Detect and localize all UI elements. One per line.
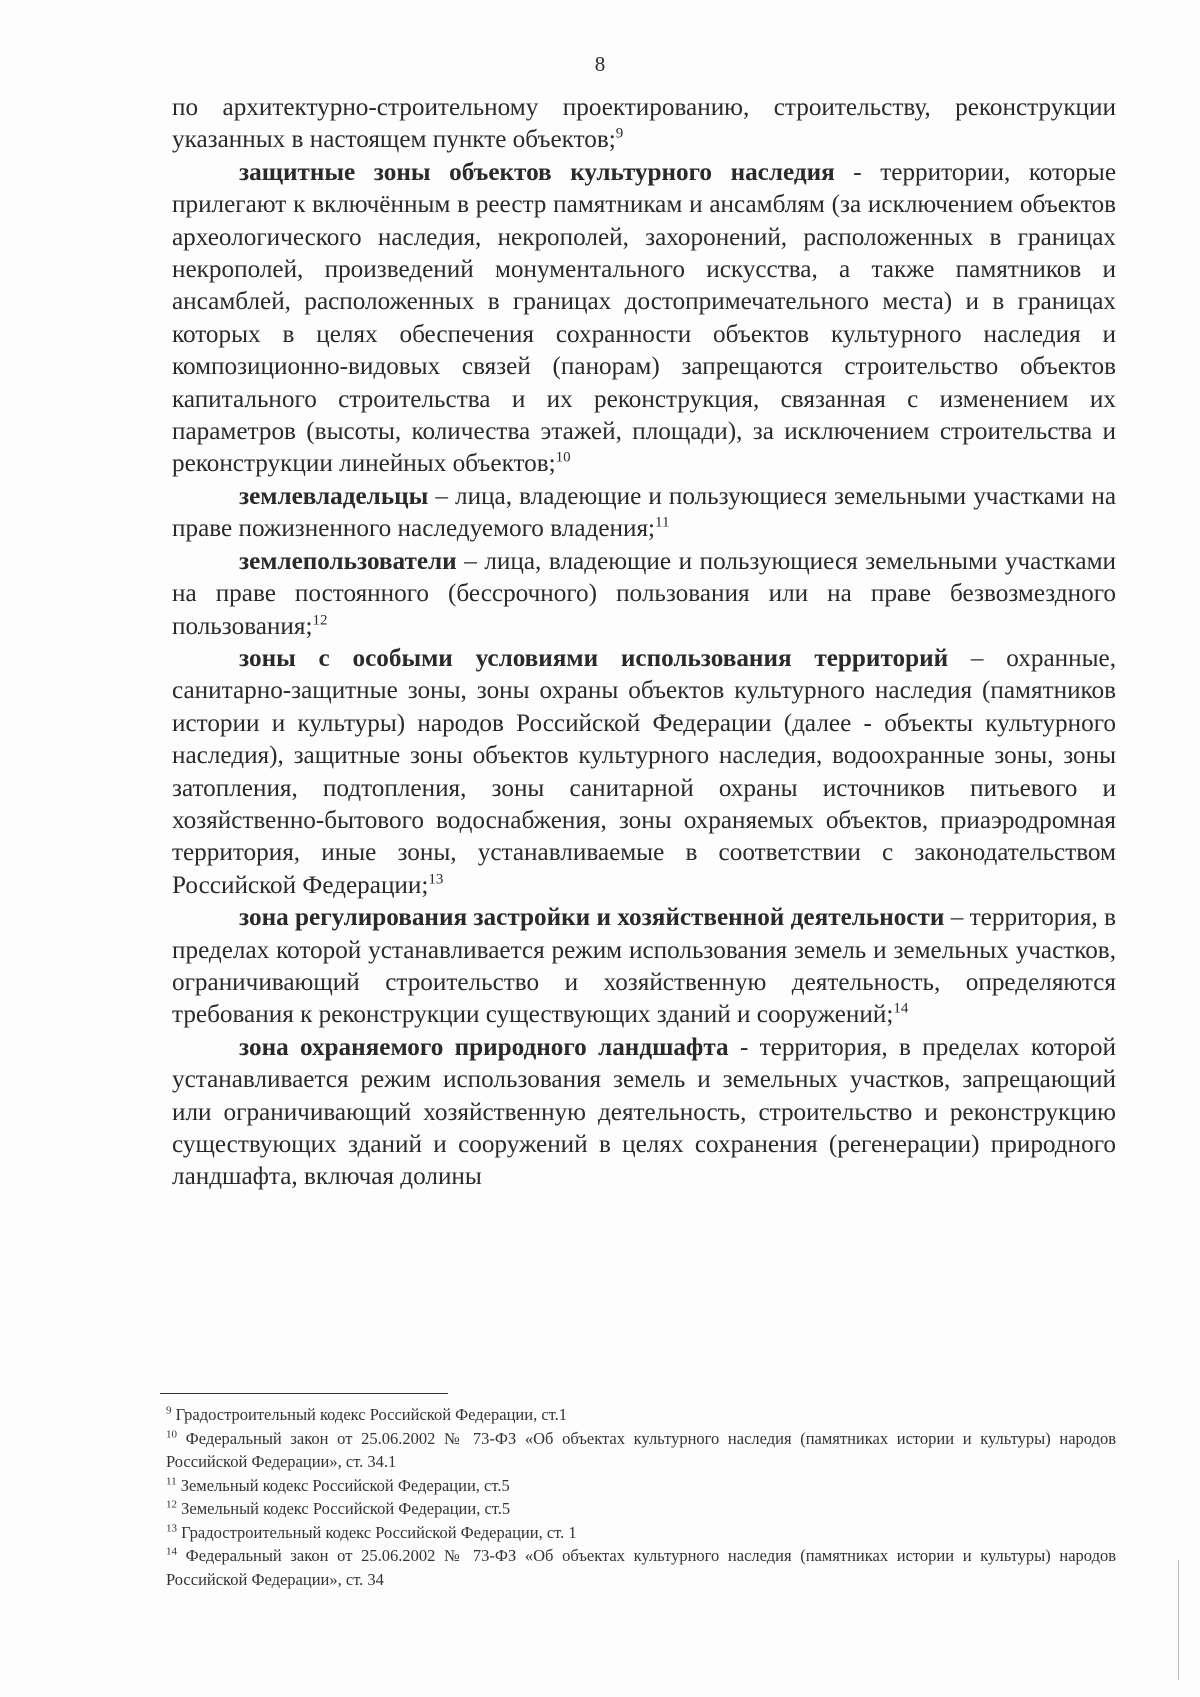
footnote-number: 14 xyxy=(166,1545,177,1558)
footnote-ref: 11 xyxy=(655,514,670,531)
footnote-number: 9 xyxy=(166,1404,172,1417)
footnote-text: Федеральный закон от 25.06.2002 № 73-ФЗ «Об объектах культурного наследия (памятниках истории и культуры) народов Российской Федерации», ст. 34 xyxy=(166,1546,1117,1589)
definition-text: - территория, в пределах которой устанавливается режим использования земель и земельных участков, запрещающий или ограничивающий хозяйственную деятельность, строительство и реконструкцию существующих зданий и сооружений в целях сохранения (регенерации) природного ландшафта, включая долины xyxy=(172,1033,1116,1191)
definition-text: - территории, которые прилегают к включённым в реестр памятникам и ансамблям (за исключением объектов археологического наследия, некрополей, захоронений, расположенных в границах некрополей, произведений монументального искусства, а также памятников и ансамблей, расположенных в границах достопримечательного места) и в границах которых в целях обеспечения сохранности объектов культурного наследия и композиционно-видовых связей (панорам) запрещаются строительство объектов капитального строительства и их реконструкция, связанная с изменением их параметров (высоты, количества этажей, площади), за исключением строительства и реконструкции линейных объектов; xyxy=(172,158,1117,478)
definition-paragraph xyxy=(172,643,1116,902)
footnote xyxy=(166,1403,1116,1427)
footnote-ref: 13 xyxy=(428,871,444,888)
defined-term: зоны с особыми условиями использования территорий xyxy=(239,644,949,672)
footnote-ref: 10 xyxy=(555,450,571,467)
footnote-text: Градостроительный кодекс Российской Федерации, ст.1 xyxy=(175,1405,567,1424)
footnote-number: 13 xyxy=(166,1522,177,1534)
defined-term: зона регулирования застройки и хозяйственной деятельности xyxy=(239,904,945,932)
paragraph-continuation xyxy=(172,92,1116,157)
footnotes xyxy=(166,1403,1116,1591)
footnote xyxy=(166,1544,1116,1591)
footnote-ref: 14 xyxy=(893,1000,909,1017)
definition-text: – охранные, санитарно-защитные зоны, зоны охраны объектов культурного наследия (памятников истории и культуры) народов Российской Федерации (далее - объекты культурного наследия), защитные зоны объектов культурного наследия, водоохранные зоны, зоны затопления, подтопления, зоны санитарной охраны источников питьевого и хозяйственно-бытового водоснабжения, зоны охраняемых объектов, приаэродромная территория, иные зоны, устанавливаемые в соответствии с законодательством Российской Федерации; xyxy=(172,644,1116,899)
footnote-ref: 12 xyxy=(312,612,328,629)
definition-paragraph xyxy=(172,546,1116,643)
footnote-number: 12 xyxy=(166,1498,177,1511)
definition-text: – территория, в пределах которой устанавливается режим использования земель и земельных участков, ограничивающий строительство и хозяйственную деятельность, определяются требования к реконструкции существующих зданий и сооружений; xyxy=(172,904,1116,1029)
scan-edge-mark xyxy=(1178,1560,1179,1680)
definition-paragraph xyxy=(172,157,1116,481)
defined-term: землепользователи xyxy=(239,547,457,575)
footnote-number: 10 xyxy=(166,1428,177,1440)
footnote-number: 11 xyxy=(166,1475,177,1487)
footnote-text: Федеральный закон от 25.06.2002 № 73-ФЗ «Об объектах культурного наследия (памятниках истории и культуры) народов Российской Федерации», ст. 34.1 xyxy=(166,1428,1117,1471)
definition-paragraph xyxy=(172,902,1116,1032)
definition-text: – лица, владеющие и пользующиеся земельными участками на праве постоянного (бессрочного) пользования или на праве безвозмездного пользования; xyxy=(172,547,1116,640)
defined-term: защитные зоны объектов культурного наследия xyxy=(239,158,835,186)
definition-paragraph xyxy=(172,1032,1116,1194)
page-number: 8 xyxy=(594,52,606,76)
body-text xyxy=(172,92,1116,1194)
footnote xyxy=(166,1427,1116,1474)
defined-term: землевладельцы xyxy=(239,482,429,510)
footnote xyxy=(166,1474,1116,1498)
footnote xyxy=(166,1497,1116,1521)
paragraph-text: по архитектурно-строительному проектированию, строительству, реконструкции указанных в настоящем пункте объектов; xyxy=(172,94,1116,154)
footnote-ref: 9 xyxy=(615,126,624,143)
footnote-divider xyxy=(160,1393,448,1394)
footnote xyxy=(166,1521,1116,1545)
footnote-text: Земельный кодекс Российской Федерации, ст.5 xyxy=(181,1499,511,1518)
definition-text: – лица, владеющие и пользующиеся земельными участками на праве пожизненного наследуемого владения; xyxy=(172,482,1116,543)
footnote-text: Градостроительный кодекс Российской Федерации, ст. 1 xyxy=(181,1522,577,1542)
definition-paragraph xyxy=(172,481,1116,546)
footnote-text: Земельный кодекс Российской Федерации, ст.5 xyxy=(180,1475,510,1495)
defined-term: зона охраняемого природного ландшафта xyxy=(239,1033,729,1061)
